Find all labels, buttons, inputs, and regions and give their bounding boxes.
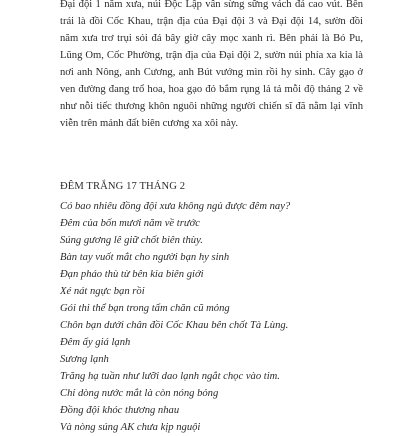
poem-title: ĐÊM TRẮNG 17 THÁNG 2 <box>60 181 186 192</box>
poem-lines <box>60 198 380 436</box>
poem-line: Trăng hạ tuần như lưỡi dao lạnh ngắt chọc vào tim. <box>60 371 280 382</box>
poem <box>60 178 380 436</box>
prose-paragraph: Đại đội 1 năm xưa, núi Độc Lập vẫn sừng sững vách đá cao vút. Bên trái là đồi Cốc Khau, trận địa của Đại đội 3 và Đại đội 14, sườn đồi năm xưa trơ trụi sỏi đá bây giờ cây mọc xanh rì. Bên phải là Bó Pu, Lũng Om, Cốc Phường, trận địa của Đại đội 2, sườn núi phía xa kia là nơi anh Nông, anh Cương, anh Bút vướng mìn rồi hy sinh. Cây gạo ở ven đường đang trổ hoa, hoa gạo đỏ bắm rụng lả tả mỗi độ tháng 2 về như nỗi tiếc thương khôn nguôi những người chiến sĩ đã nằm lại vĩnh viễn trên mảnh đất biên cương xa xôi này. <box>60 0 363 129</box>
poem-line: Và nòng súng AK chưa kịp nguội <box>60 422 201 433</box>
poem-line: Gói thi thể bạn trong tấm chăn cũ mỏng <box>60 303 230 314</box>
poem-line: Đạn pháo thù từ bên kia biên giới <box>60 269 204 280</box>
poem-line: Chôn bạn dưới chân đồi Cốc Khau bên chốt Tà Lùng. <box>60 320 289 331</box>
poem-line: Bàn tay vuốt mắt cho người bạn hy sinh <box>60 252 230 263</box>
poem-line: Súng gương lê giữ chốt biên thùy. <box>60 235 203 246</box>
poem-line: Chỉ dòng nước mắt là còn nóng bỏng <box>60 388 219 399</box>
poem-line: Đêm ấy giá lạnh <box>60 337 131 348</box>
poem-line: Có bao nhiêu đồng đội xưa không ngủ được đêm nay? <box>60 201 291 212</box>
poem-line: Đồng đội khóc thương nhau <box>60 405 180 416</box>
prose-block <box>60 0 363 132</box>
poem-line: Xé nát ngực bạn rồi <box>60 286 145 297</box>
poem-line: Đêm của bốn mươi năm về trước <box>60 218 200 229</box>
poem-line: Sương lạnh <box>60 354 109 365</box>
